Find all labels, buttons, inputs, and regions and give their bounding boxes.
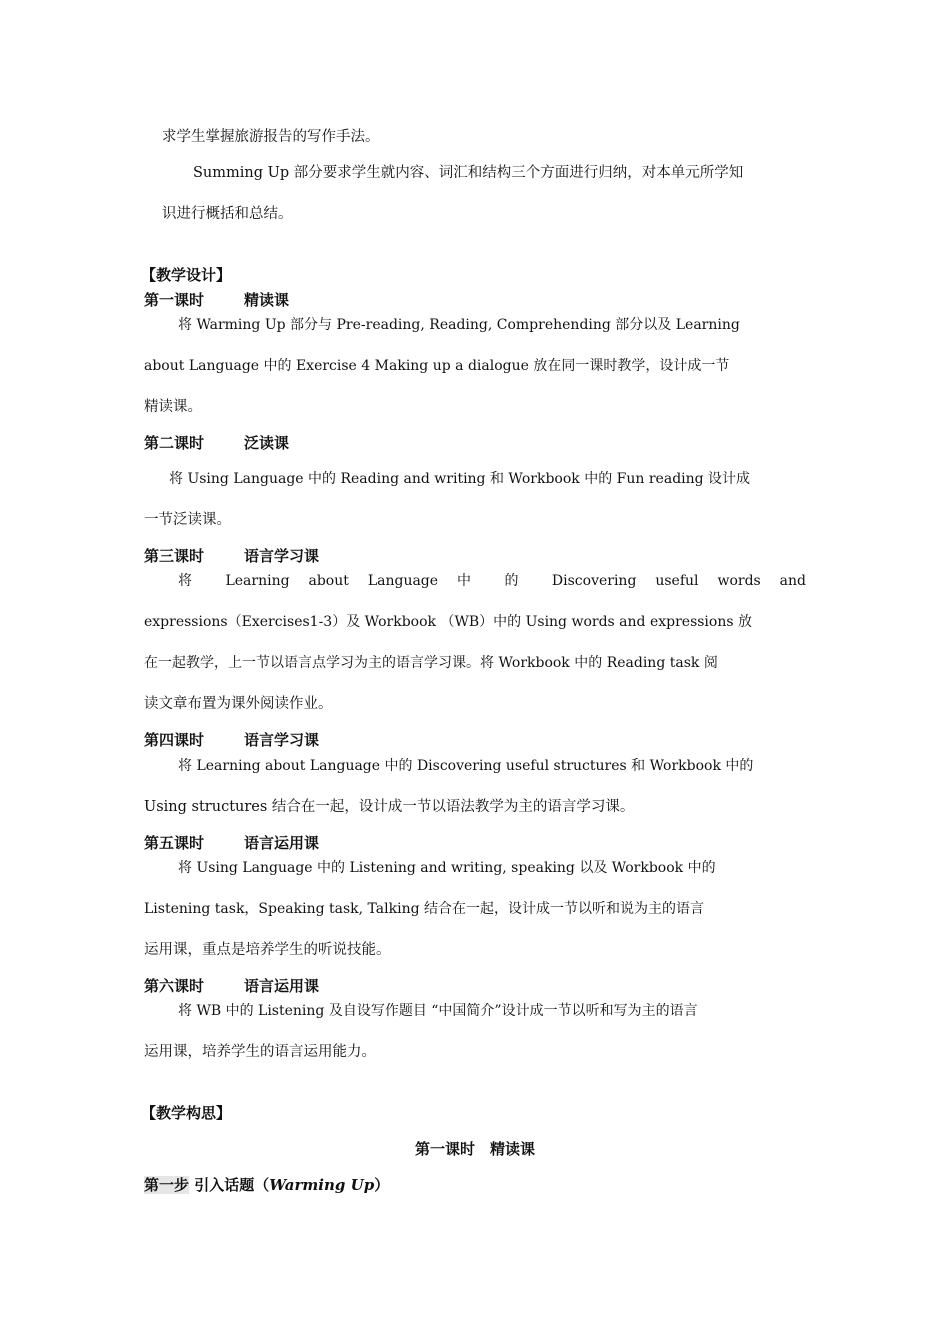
lesson-1-heading [144, 290, 289, 310]
lesson-5-type: 语言运用课 [244, 834, 320, 852]
step-1-heading [144, 1175, 389, 1195]
lesson-3-heading [144, 546, 319, 566]
lesson-1-line-3: 精读课。 [144, 399, 202, 415]
lesson-3-label: 第三课时 [144, 547, 205, 565]
lesson-4-line-2: Using structures 结合在一起，设计成一节以语法教学为主的语言学习课。 [144, 799, 635, 815]
step-text: 引入话题（ [194, 1176, 270, 1194]
lesson-1-line-1: 将 Warming Up 部分与 Pre-reading, Reading, Comprehending 部分以及 Learning [178, 317, 740, 333]
section-heading-design: 【教学设计】 [141, 266, 232, 284]
intro-line-3: 识进行概括和总结。 [162, 206, 293, 222]
lesson-4-label: 第四课时 [144, 731, 205, 749]
intro-line-2: Summing Up 部分要求学生就内容、词汇和结构三个方面进行归纳，对本单元所学知 [193, 165, 744, 181]
step-close: ） [374, 1176, 390, 1194]
lesson-4-heading [144, 730, 319, 750]
step-label: 第一步 [144, 1176, 190, 1194]
lesson-5-line-3: 运用课，重点是培养学生的听说技能。 [144, 942, 391, 958]
lesson-1-line-2: about Language 中的 Exercise 4 Making up a dialogue 放在同一课时教学，设计成一节 [144, 358, 730, 374]
step-italic: Warming Up [269, 1176, 375, 1194]
lesson-2-label: 第二课时 [144, 434, 205, 452]
lesson-5-label: 第五课时 [144, 834, 205, 852]
lesson-4-type: 语言学习课 [244, 731, 320, 749]
lesson-6-type: 语言运用课 [244, 977, 320, 995]
lesson-2-line-1: 将 Using Language 中的 Reading and writing 和 Workbook 中的 Fun reading 设计成 [169, 471, 751, 487]
lesson-6-heading [144, 976, 319, 996]
lesson-6-label: 第六课时 [144, 977, 205, 995]
lesson-2-heading [144, 433, 289, 453]
lesson-3-line-4: 读文章布置为课外阅读作业。 [144, 696, 333, 712]
lesson-6-line-2: 运用课，培养学生的语言运用能力。 [144, 1044, 376, 1060]
lesson-5-heading [144, 833, 319, 853]
lesson-3-line-3: 在一起教学，上一节以语言点学习为主的语言学习课。将 Workbook 中的 Reading task 阅 [144, 655, 718, 671]
lesson-1-label: 第一课时 [144, 291, 205, 309]
lesson-3-type: 语言学习课 [244, 547, 320, 565]
section-heading-concept: 【教学构思】 [141, 1104, 232, 1122]
lesson-3-line-1: 将 Learning about Language 中 的 Discovering useful words and [178, 573, 806, 589]
lesson-2-line-2: 一节泛读课。 [144, 512, 231, 528]
intro-line-1: 求学生掌握旅游报告的写作手法。 [162, 129, 380, 145]
lesson-6-line-1: 将 WB 中的 Listening 及自设写作题目 “中国简介”设计成一节以听和写为主的语言 [178, 1003, 698, 1019]
lesson-5-line-1: 将 Using Language 中的 Listening and writing, speaking 以及 Workbook 中的 [178, 860, 716, 876]
lesson-1-type: 精读课 [244, 291, 290, 309]
lesson-title: 第一课时 精读课 [414, 1140, 535, 1158]
lesson-4-line-1: 将 Learning about Language 中的 Discovering useful structures 和 Workbook 中的 [178, 758, 754, 774]
lesson-3-line-2: expressions（Exercises1-3）及 Workbook （WB）中的 Using words and expressions 放 [144, 614, 752, 630]
lesson-2-type: 泛读课 [244, 434, 290, 452]
lesson-5-line-2: Listening task，Speaking task, Talking 结合在一起，设计成一节以听和说为主的语言 [144, 901, 705, 917]
